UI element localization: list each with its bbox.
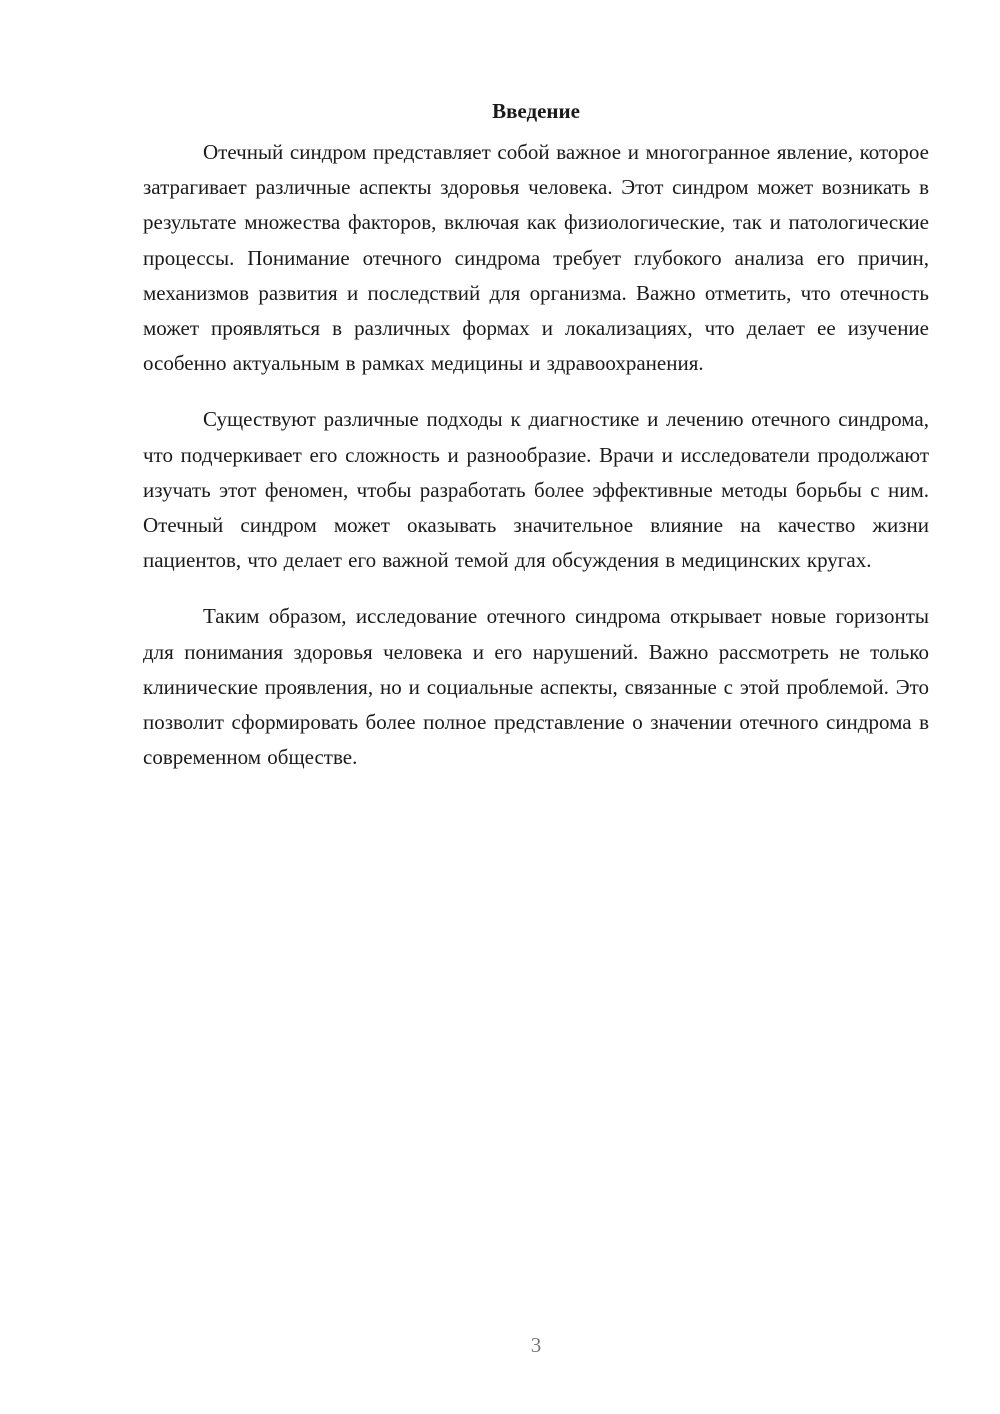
paragraph-3: Таким образом, исследование отечного синдрома открывает новые горизонты для понимания здоровья человека и его нарушений. Важно рассмотреть не только клинические проявления, но и социальные аспекты, связанные с этой проблемой. Это позволит сформировать более полное представление о значении отечного синдрома в современном обществе. [143,604,929,770]
paragraph-1: Отечный синдром представляет собой важное и многогранное явление, которое затрагивает различные аспекты здоровья человека. Этот синдром может возникать в результате множества факторов, включая как физиологические, так и патологические процессы. Понимание отечного синдрома требует глубокого анализа его причин, механизмов развития и последствий для организма. Важно отметить, что отечность может проявляться в различных формах и локализациях, что делает ее изучение особенно актуальным в рамках медицины и здравоохранения. [143,140,929,376]
paragraph-2: Существуют различные подходы к диагностике и лечению отечного синдрома, что подчеркивает его сложность и разнообразие. Врачи и исследователи продолжают изучать этот феномен, чтобы разработать более эффективные методы борьбы с ним. Отечный синдром может оказывать значительное влияние на качество жизни пациентов, что делает его важной темой для обсуждения в медицинских кругах. [143,407,929,573]
page-number: 3 [530,1333,542,1357]
page-content [143,96,929,796]
section-heading: Введение [492,99,580,123]
